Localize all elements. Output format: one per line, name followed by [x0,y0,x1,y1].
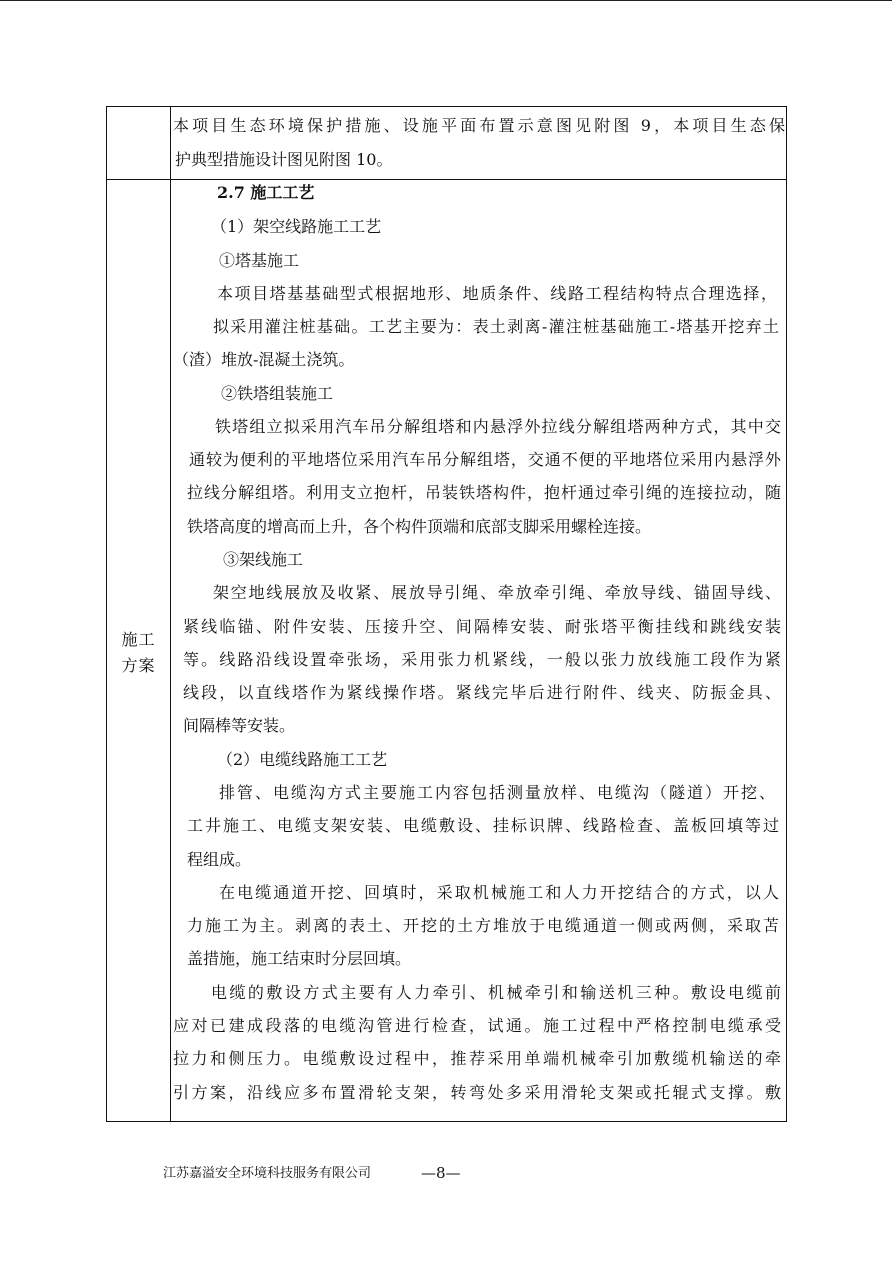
text-line: 引方案，沿线应多布置滑轮支架，转弯处多采用滑轮支架或托辊式支撑。敷 [173,1083,781,1102]
text-line: 间隔棒等安装。 [183,716,296,735]
text-line: 拉线分解组塔。利用支立抱杆，吊装铁塔构件，抱杆通过牵引绳的连接拉动，随 [187,483,781,502]
text-line: 力施工为主。剥离的表土、开挖的土方堆放于电缆通道一侧或两侧，采取苫 [187,916,779,935]
row2-content [173,179,785,1119]
item-heading: ②铁塔组装施工 [221,384,334,403]
text-line: 盖措施，施工结束时分层回填。 [187,949,412,968]
text-line: 拉力和侧压力。电缆敷设过程中，推荐采用单端机械牵引加敷缆机输送的牵 [173,1049,781,1068]
text-line: 紧线临锚、附件安装、压接升空、间隔棒安装、耐张塔平衡挂线和跳线安装 [183,617,781,636]
item-heading: ①塔基施工 [219,251,300,270]
text-line: 应对已建成段落的电缆沟管进行检查，试通。施工过程中严格控制电缆承受 [173,1016,781,1035]
text-line: 通较为便利的平地塔位采用汽车吊分解组塔，交通不便的平地塔位采用内悬浮外 [189,450,781,469]
footer-company-name: 江苏嘉溢安全环境科技服务有限公司 [163,1166,372,1181]
text-line: 铁塔高度的增高而上升，各个构件顶端和底部支脚采用螺栓连接。 [187,517,652,536]
section-heading: 2.7 施工工艺 [217,183,315,202]
text-line: 拟采用灌注桩基础。工艺主要为：表土剥离-灌注桩基础施工-塔基开挖弃土 [213,317,779,336]
text-line: 架空地线展放及收紧、展放导引绳、牵放牵引绳、牵放导线、锚固导线、 [213,583,781,602]
text-line: 排管、电缆沟方式主要施工内容包括测量放样、电缆沟（隧道）开挖、 [219,783,775,802]
text-line: 在电缆通道开挖、回填时，采取机械施工和人力开挖结合的方式，以人 [219,883,779,902]
row2-label-line: 施工 [121,630,156,649]
page-number: —8— [421,1164,461,1182]
text-line: 程组成。 [187,850,252,869]
text-line: 护典型措施设计图见附图 10。 [175,150,393,169]
content-table [106,106,787,1122]
subsection-heading: （1）架空线路施工工艺 [211,217,382,236]
text-line: （渣）堆放-混凝土浇筑。 [173,350,355,369]
table-column-divider [170,107,171,1121]
text-line: 铁塔组立拟采用汽车吊分解组塔和内悬浮外拉线分解组塔两种方式，其中交 [215,417,781,436]
text-line: 等。线路沿线设置牵张场，采用张力机紧线，一般以张力放线施工段作为紧 [183,650,781,669]
text-line: 线段，以直线塔作为紧线操作塔。紧线完毕后进行附件、线夹、防振金具、 [183,683,781,702]
text-line: 本项目生态环境保护措施、设施平面布置示意图见附图 9，本项目生态保 [173,116,785,135]
row1-content [173,107,785,179]
row2-label-line: 方案 [121,656,156,675]
row2-label [107,627,170,679]
text-line: 本项目塔基基础型式根据地形、地质条件、线路工程结构特点合理选择， [217,284,777,303]
text-line: 电缆的敷设方式主要有人力牵引、机械牵引和输送机三种。敷设电缆前 [211,983,781,1002]
text-line: 工井施工、电缆支架安装、电缆敷设、挂标识牌、线路检查、盖板回填等过 [187,816,779,835]
subsection-heading: （2）电缆线路施工工艺 [217,750,388,769]
page-top-rule [0,0,892,1]
item-heading: ③架线施工 [223,550,304,569]
